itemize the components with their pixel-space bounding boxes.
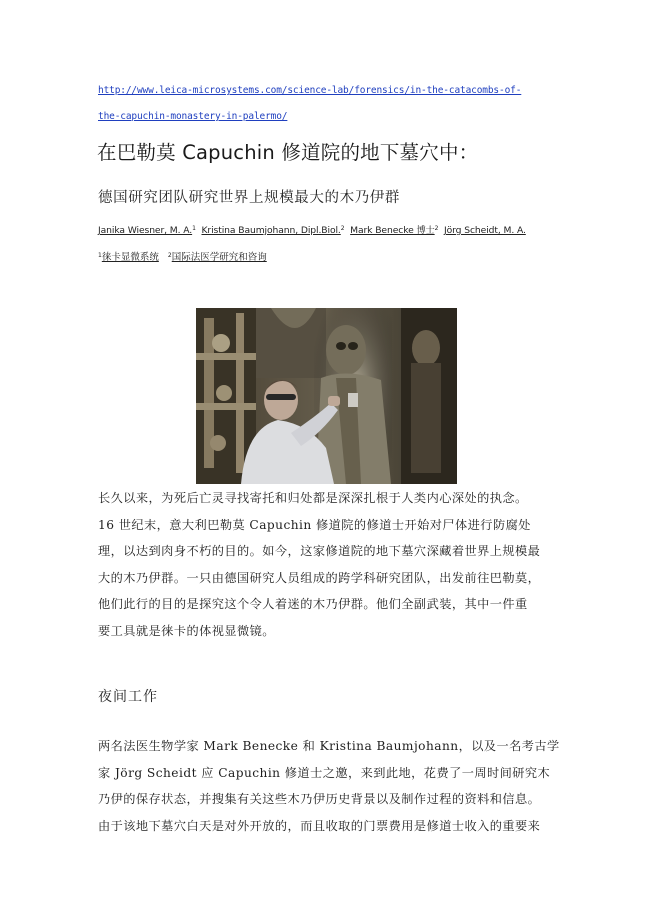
paragraph-line: 长久以来，为死后亡灵寻找寄托和归处都是深深扎根于人类内心深处的执念。 xyxy=(98,491,528,505)
section-heading: 夜间工作 xyxy=(98,689,158,705)
author-list xyxy=(98,222,526,236)
author-affiliation-mark: 2 xyxy=(434,225,439,232)
paragraph-line: 由于该地下墓穴白天是对外开放的，而且收取的门票费用是修道士收入的重要来 xyxy=(98,818,541,833)
paragraph-line: 乃伊的保存状态，并搜集有关这些木乃伊历史背景以及制作过程的资料和信息。 xyxy=(98,792,541,806)
author-name: Mark Benecke 博士 xyxy=(350,225,435,236)
body-paragraph xyxy=(98,733,558,839)
source-link-line-1[interactable]: http://www.leica-microsystems.com/science-lab/forensics/in-the-catacombs-of- xyxy=(98,85,522,96)
author-name: Janika Wiesner, M. A. xyxy=(98,225,193,236)
researcher-examining-mummy-image xyxy=(196,308,457,484)
author-name: Kristina Baumjohann, Dipl.Biol. xyxy=(201,225,341,236)
author-affiliation-mark: 1 xyxy=(192,225,196,232)
article-title: 在巴勒莫 Capuchin 修道院的地下墓穴中： xyxy=(97,141,479,164)
source-link-line-2[interactable]: the-capuchin-monastery-in-palermo/ xyxy=(98,111,288,122)
paragraph-line: 家 Jörg Scheidt 应 Capuchin 修道士之邀，来到此地，花费了一周时间研究木 xyxy=(98,765,551,780)
intro-paragraph xyxy=(98,485,558,644)
article-subtitle: 德国研究团队研究世界上规模最大的木乃伊群 xyxy=(98,190,400,206)
paragraph-line: 16 世纪末，意大利巴勒莫 Capuchin 修道院的修道士开始对尸体进行防腐处 xyxy=(98,517,531,532)
paragraph-line: 他们此行的目的是探究这个令人着迷的木乃伊群。他们全副武装，其中一件重 xyxy=(98,597,528,611)
affiliation-name: 国际法医学研究和咨询 xyxy=(171,252,267,263)
affiliation-name: 徕卡显微系统 xyxy=(101,252,159,263)
paragraph-line: 要工具就是徕卡的体视显微镜。 xyxy=(98,623,275,638)
catacomb-photo xyxy=(196,308,457,484)
author-name: Jörg Scheidt, M. A. xyxy=(444,225,526,236)
affiliation-mark: 2 xyxy=(167,252,172,259)
affiliation-list xyxy=(98,249,267,263)
paragraph-line: 两名法医生物学家 Mark Benecke 和 Kristina Baumjohann，以及一名考古学 xyxy=(98,739,560,753)
paragraph-line: 大的木乃伊群。一只由德国研究人员组成的跨学科研究团队，出发前往巴勒莫， xyxy=(98,570,541,585)
affiliation-mark: 1 xyxy=(98,252,102,259)
author-affiliation-mark: 2 xyxy=(340,225,345,232)
paragraph-line: 理，以达到肉身不朽的目的。如今，这家修道院的地下墓穴深藏着世界上规模最 xyxy=(98,544,541,558)
